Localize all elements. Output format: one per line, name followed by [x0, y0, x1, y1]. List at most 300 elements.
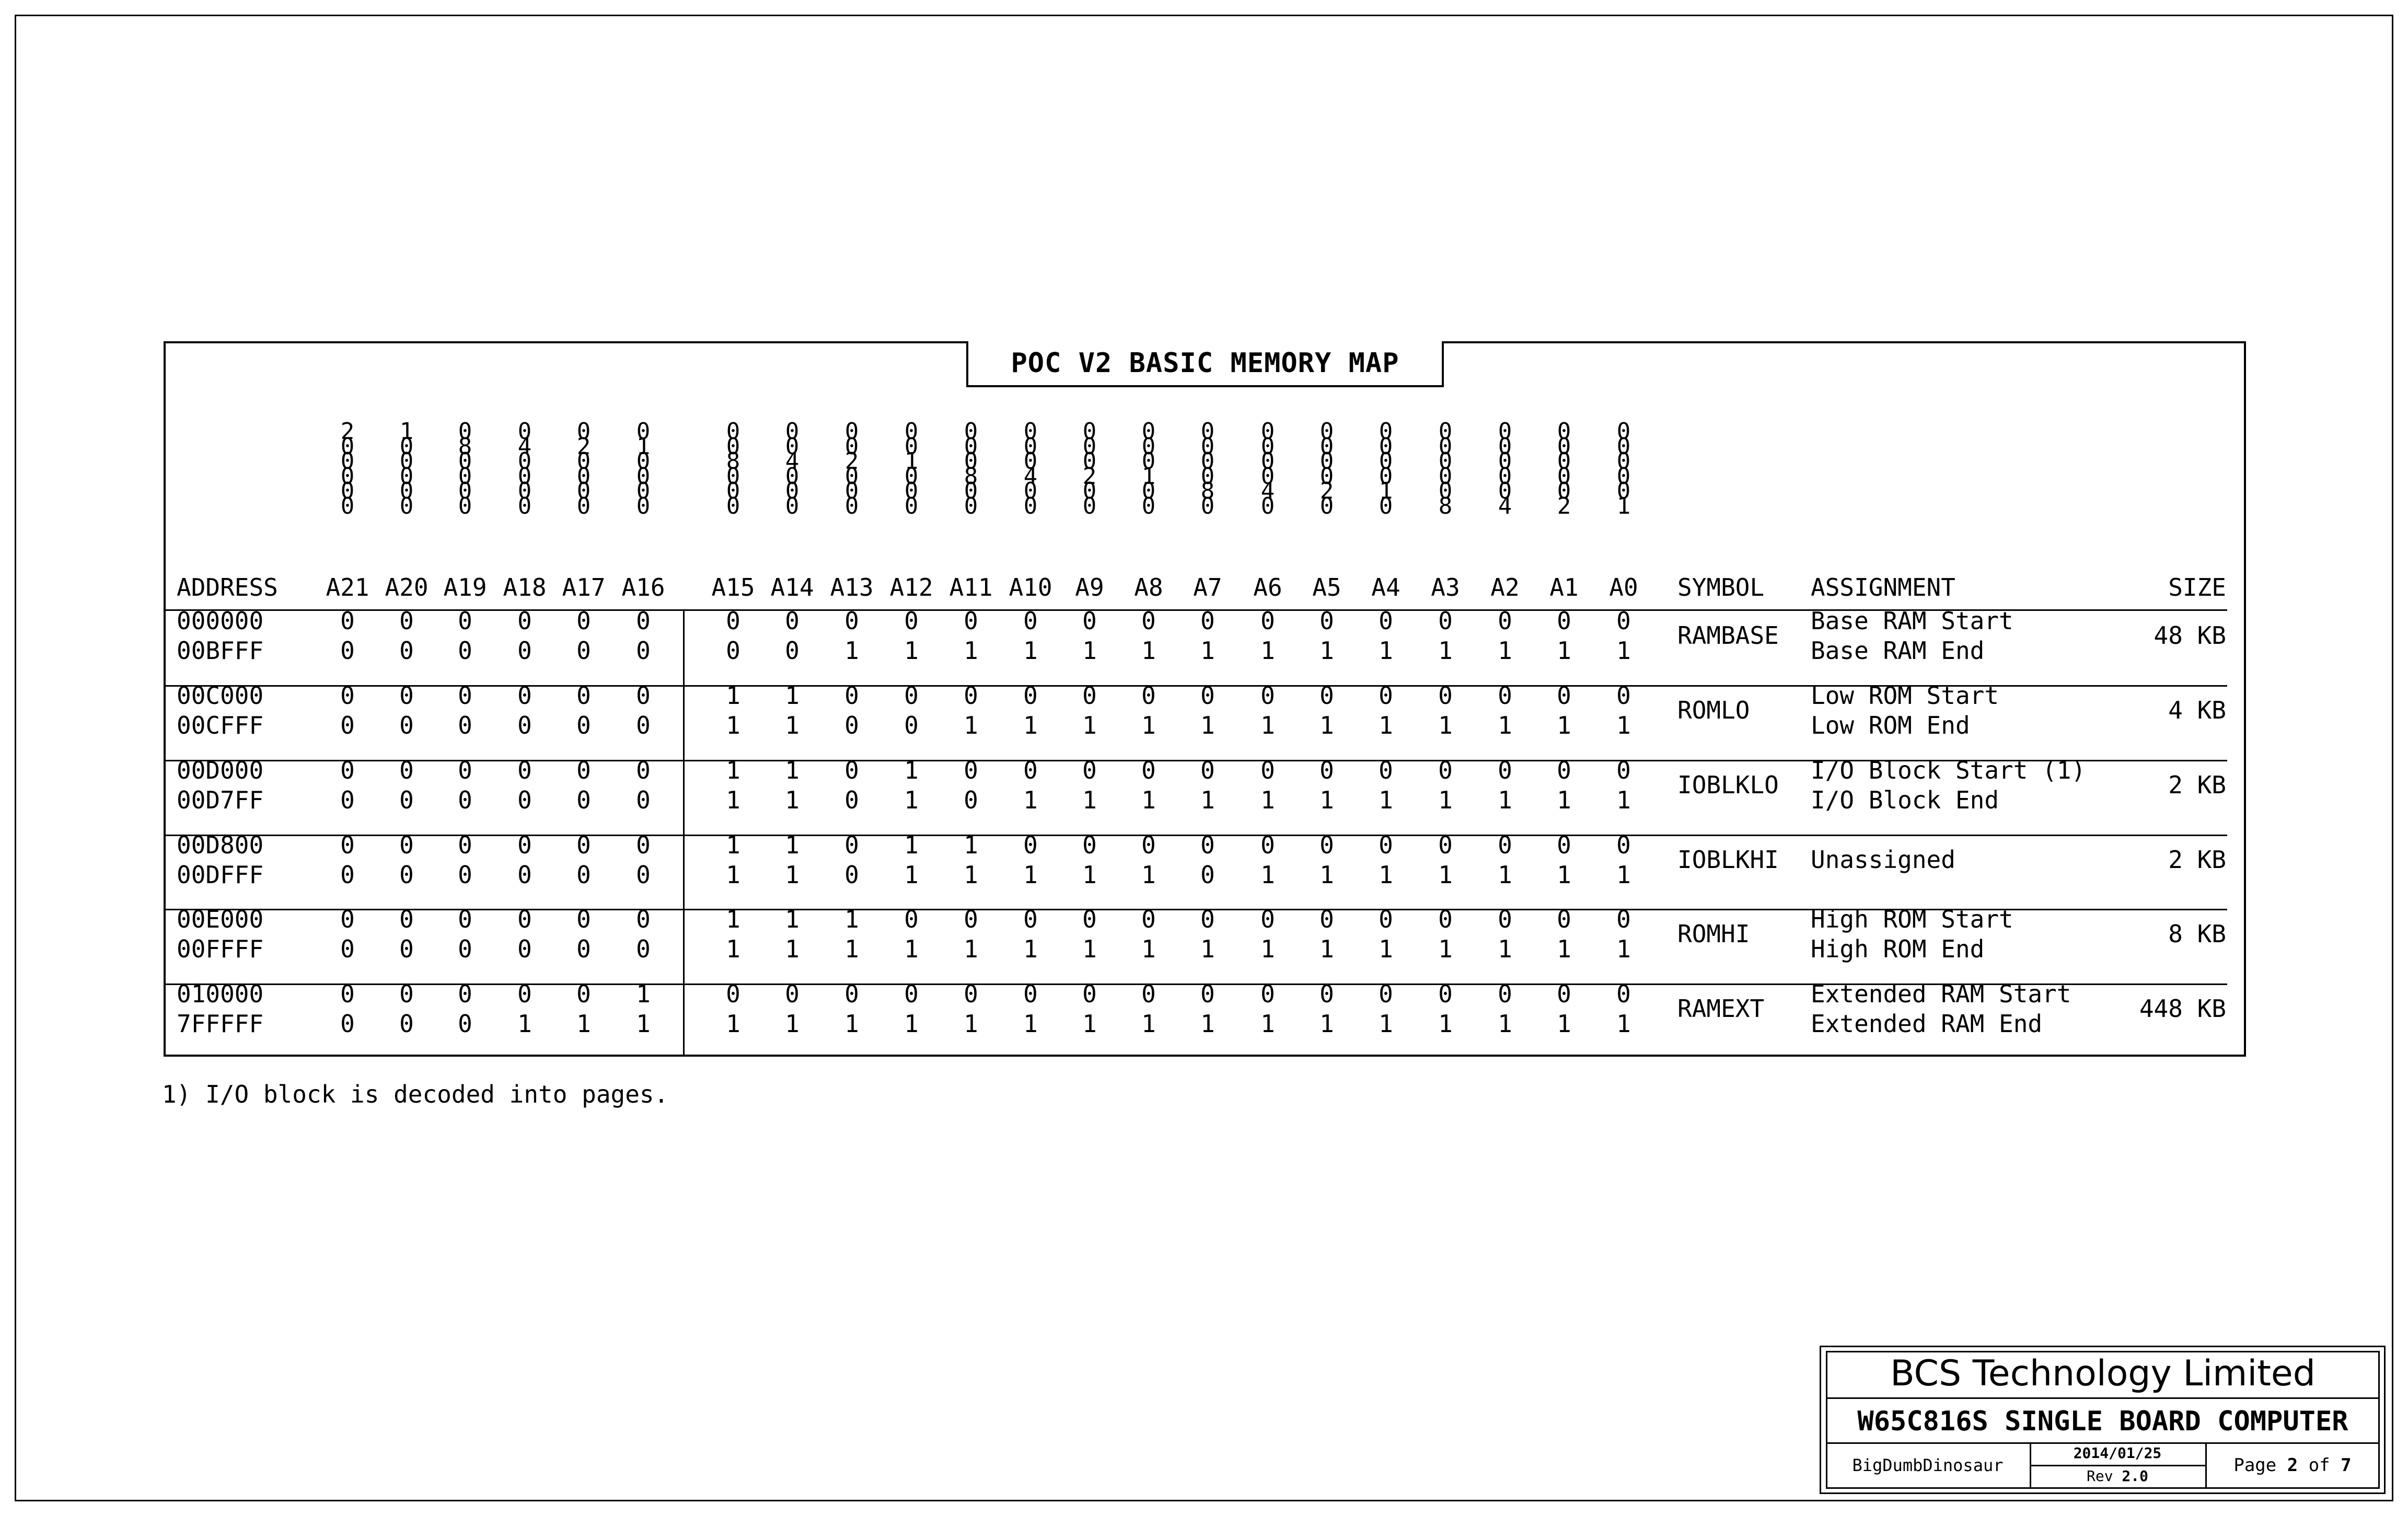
start-address: 010000 — [177, 980, 264, 1008]
bit-value: 0 — [458, 711, 472, 739]
assignment-start: I/O Block Start (1) — [1811, 756, 2086, 784]
bit-value: 0 — [1438, 905, 1453, 933]
bit-value: 0 — [1616, 831, 1631, 859]
start-address: 00D000 — [177, 756, 264, 784]
bit-value: 1 — [1260, 637, 1275, 665]
bit-value: 0 — [726, 607, 740, 635]
block-size: 448 KB — [2139, 994, 2226, 1023]
bit-value: 1 — [1498, 711, 1512, 739]
bit-value: 0 — [458, 861, 472, 889]
bit-weight: 0 1 0 0 0 0 — [636, 418, 651, 519]
bit-value: 0 — [636, 681, 651, 710]
bit-value: 0 — [1438, 756, 1453, 784]
end-address: 00D7FF — [177, 786, 264, 814]
bit-value: 0 — [1319, 905, 1334, 933]
bit-weight: 0 2 0 0 0 0 — [576, 418, 591, 519]
bit-value: 1 — [844, 637, 859, 665]
bit-header: A21 — [326, 573, 369, 601]
bit-value: 0 — [340, 756, 355, 784]
bit-value: 0 — [844, 831, 859, 859]
bit-value: 1 — [904, 831, 919, 859]
bit-value: 1 — [904, 1010, 919, 1038]
bit-value: 0 — [340, 935, 355, 963]
bit-weight: 0 0 0 0 0 2 — [1557, 418, 1571, 519]
bit-value: 1 — [964, 935, 978, 963]
block-size: 2 KB — [2168, 771, 2226, 799]
bit-value: 0 — [1023, 756, 1038, 784]
bit-weight: 0 0 0 0 2 0 — [1319, 418, 1334, 519]
bit-weight: 0 0 0 0 0 8 — [1438, 418, 1453, 519]
bit-value: 0 — [1379, 980, 1393, 1008]
bit-weight: 0 0 0 4 0 0 — [1023, 418, 1038, 519]
bit-value: 0 — [517, 786, 532, 814]
block-size: 48 KB — [2154, 621, 2226, 650]
bit-value: 0 — [399, 905, 414, 933]
bit-value: 0 — [517, 861, 532, 889]
bit-value: 0 — [1498, 831, 1512, 859]
bit-value: 0 — [1498, 756, 1512, 784]
bit-value: 0 — [636, 831, 651, 859]
bit-value: 0 — [1082, 756, 1097, 784]
bit-value: 0 — [1319, 980, 1334, 1008]
bit-value: 0 — [399, 980, 414, 1008]
bit-value: 1 — [964, 637, 978, 665]
bit-value: 0 — [1616, 905, 1631, 933]
bit-value: 0 — [1438, 607, 1453, 635]
bit-value: 1 — [726, 711, 740, 739]
bit-value: 0 — [517, 980, 532, 1008]
bit-value: 0 — [1023, 831, 1038, 859]
bit-value: 0 — [1557, 681, 1571, 710]
bit-weight: 0 0 0 0 1 0 — [1379, 418, 1393, 519]
bit-value: 1 — [844, 905, 859, 933]
bit-value: 1 — [785, 681, 800, 710]
assignment-end: High ROM End — [1811, 935, 1985, 963]
bit-value: 0 — [517, 831, 532, 859]
bit-value: 0 — [576, 905, 591, 933]
bit-value: 1 — [1557, 935, 1571, 963]
bit-value: 0 — [904, 681, 919, 710]
bit-value: 0 — [1557, 756, 1571, 784]
symbol: ROMLO — [1677, 696, 1750, 724]
bit-value: 1 — [1200, 935, 1215, 963]
bit-value: 0 — [1319, 607, 1334, 635]
bit-value: 0 — [1498, 681, 1512, 710]
bit-value: 0 — [1023, 980, 1038, 1008]
bit-value: 1 — [904, 786, 919, 814]
bit-value: 0 — [904, 980, 919, 1008]
bit-value: 0 — [1141, 831, 1156, 859]
bit-value: 1 — [1260, 786, 1275, 814]
bit-value: 1 — [576, 1010, 591, 1038]
end-address: 7FFFFF — [177, 1010, 264, 1038]
bit-value: 1 — [1498, 935, 1512, 963]
bit-value: 0 — [1498, 980, 1512, 1008]
assignment-end: Extended RAM End — [1811, 1010, 2043, 1038]
bit-weight: 0 0 4 0 0 0 — [785, 418, 800, 519]
bit-header: A4 — [1371, 573, 1400, 601]
bit-weight: 0 0 2 0 0 0 — [844, 418, 859, 519]
bit-value: 1 — [726, 756, 740, 784]
bit-value: 0 — [340, 711, 355, 739]
symbol: ROMHI — [1677, 920, 1750, 948]
bit-value: 0 — [399, 637, 414, 665]
bit-value: 0 — [1141, 607, 1156, 635]
assignment-header: ASSIGNMENT — [1811, 573, 1955, 601]
bit-header: A11 — [949, 573, 993, 601]
bit-value: 0 — [904, 711, 919, 739]
bit-value: 0 — [1141, 905, 1156, 933]
bit-value: 0 — [636, 711, 651, 739]
bit-value: 1 — [1082, 935, 1097, 963]
bit-value: 0 — [340, 637, 355, 665]
bit-value: 1 — [1023, 861, 1038, 889]
bit-value: 1 — [1200, 711, 1215, 739]
bit-value: 0 — [1557, 831, 1571, 859]
bit-value: 0 — [399, 681, 414, 710]
bit-value: 0 — [726, 980, 740, 1008]
size-header: SIZE — [2168, 573, 2226, 601]
end-address: 00BFFF — [177, 637, 264, 665]
bit-value: 1 — [1379, 1010, 1393, 1038]
bit-value: 1 — [1082, 711, 1097, 739]
bit-value: 0 — [1616, 756, 1631, 784]
bit-value: 1 — [1319, 1010, 1334, 1038]
bit-value: 1 — [636, 1010, 651, 1038]
bit-header: A19 — [443, 573, 487, 601]
bit-value: 1 — [1438, 935, 1453, 963]
bit-header: A13 — [830, 573, 874, 601]
bit-value: 0 — [785, 980, 800, 1008]
drawing-date: 2014/01/25 — [2073, 1444, 2162, 1462]
bit-value: 0 — [1379, 681, 1393, 710]
bit-value: 0 — [458, 756, 472, 784]
start-address: 000000 — [177, 607, 264, 635]
bit-value: 1 — [1438, 1010, 1453, 1038]
bit-value: 0 — [399, 1010, 414, 1038]
bit-value: 0 — [458, 681, 472, 710]
bit-header: A5 — [1312, 573, 1341, 601]
map-title: POC V2 BASIC MEMORY MAP — [966, 341, 1444, 387]
bit-weight: 0 0 0 0 0 1 — [1616, 418, 1631, 519]
bit-value: 0 — [636, 905, 651, 933]
bit-value: 0 — [1557, 980, 1571, 1008]
bit-value: 0 — [1557, 607, 1571, 635]
bit-value: 0 — [1616, 980, 1631, 1008]
bit-value: 0 — [1319, 756, 1334, 784]
bit-value: 1 — [726, 905, 740, 933]
bit-value: 1 — [1260, 711, 1275, 739]
bit-value: 1 — [1498, 1010, 1512, 1038]
bit-value: 1 — [785, 756, 800, 784]
bit-value: 1 — [904, 861, 919, 889]
bit-value: 0 — [1616, 681, 1631, 710]
bit-value: 0 — [1200, 861, 1215, 889]
bit-value: 0 — [1319, 681, 1334, 710]
bit-value: 0 — [964, 905, 978, 933]
bit-value: 0 — [576, 607, 591, 635]
bit-value: 0 — [1379, 905, 1393, 933]
bit-value: 1 — [636, 980, 651, 1008]
bit-value: 0 — [636, 935, 651, 963]
bit-value: 0 — [399, 756, 414, 784]
bit-value: 0 — [340, 681, 355, 710]
bit-value: 1 — [1319, 637, 1334, 665]
bit-weight: 0 0 0 0 0 4 — [1498, 418, 1512, 519]
bit-value: 1 — [1141, 711, 1156, 739]
bit-value: 0 — [576, 786, 591, 814]
bit-value: 0 — [844, 711, 859, 739]
symbol: RAMBASE — [1677, 621, 1779, 650]
bit-value: 0 — [576, 861, 591, 889]
bit-value: 0 — [399, 861, 414, 889]
bit-value: 0 — [1023, 607, 1038, 635]
start-address: 00E000 — [177, 905, 264, 933]
bit-value: 0 — [576, 756, 591, 784]
bit-value: 1 — [1023, 637, 1038, 665]
bit-value: 1 — [726, 786, 740, 814]
author: BigDumbDinosaur — [1852, 1455, 2004, 1475]
company-name: BCS Technology Limited — [1890, 1353, 2316, 1394]
bit-value: 1 — [1260, 935, 1275, 963]
assignment-end: I/O Block End — [1811, 786, 1999, 814]
bit-value: 1 — [1141, 637, 1156, 665]
block-size: 2 KB — [2168, 846, 2226, 874]
bit-header: A0 — [1609, 573, 1638, 601]
bit-value: 0 — [517, 756, 532, 784]
bit-value: 1 — [1319, 786, 1334, 814]
bit-value: 0 — [399, 711, 414, 739]
bit-value: 0 — [576, 831, 591, 859]
bit-value: 1 — [1319, 935, 1334, 963]
bit-value: 1 — [1141, 1010, 1156, 1038]
bit-value: 0 — [458, 831, 472, 859]
bit-header: A9 — [1075, 573, 1104, 601]
assignment-end: Base RAM End — [1811, 637, 1985, 665]
bit-value: 0 — [844, 786, 859, 814]
bit-value: 0 — [340, 905, 355, 933]
bit-weight: 2 0 0 0 0 0 — [340, 418, 355, 519]
bit-header: A7 — [1193, 573, 1222, 601]
bit-value: 0 — [1319, 831, 1334, 859]
bit-header: A16 — [621, 573, 665, 601]
bit-value: 0 — [1023, 681, 1038, 710]
bit-value: 1 — [1141, 786, 1156, 814]
bit-value: 0 — [399, 786, 414, 814]
bit-weight: 1 0 0 0 0 0 — [399, 418, 414, 519]
bit-value: 0 — [1260, 905, 1275, 933]
bit-value: 1 — [1616, 861, 1631, 889]
bit-value: 1 — [1200, 637, 1215, 665]
bit-value: 0 — [1616, 607, 1631, 635]
bit-value: 1 — [1379, 711, 1393, 739]
bit-value: 1 — [1379, 637, 1393, 665]
bit-value: 0 — [1023, 905, 1038, 933]
bit-weight: 0 0 0 8 0 0 — [964, 418, 978, 519]
bit-value: 0 — [458, 905, 472, 933]
end-address: 00DFFF — [177, 861, 264, 889]
bit-value: 1 — [726, 861, 740, 889]
bit-value: 0 — [964, 786, 978, 814]
footnote: 1) I/O block is decoded into pages. — [162, 1080, 669, 1108]
bit-value: 0 — [517, 905, 532, 933]
revision: Rev 2.0 — [2086, 1467, 2148, 1485]
bit-value: 0 — [904, 607, 919, 635]
bit-value: 1 — [517, 1010, 532, 1038]
bit-value: 1 — [964, 1010, 978, 1038]
bit-value: 1 — [1023, 1010, 1038, 1038]
assignment-end: Low ROM End — [1811, 711, 1970, 739]
bit-value: 0 — [399, 935, 414, 963]
start-address: 00D800 — [177, 831, 264, 859]
bit-value: 0 — [964, 607, 978, 635]
bit-value: 0 — [1260, 980, 1275, 1008]
bit-value: 1 — [785, 861, 800, 889]
bit-value: 1 — [1023, 935, 1038, 963]
bit-value: 1 — [785, 935, 800, 963]
title-block-divider — [1826, 1442, 2380, 1444]
bit-value: 0 — [576, 637, 591, 665]
bit-value: 0 — [904, 905, 919, 933]
start-address: 00C000 — [177, 681, 264, 710]
bit-value: 0 — [1141, 756, 1156, 784]
bit-weight: 0 0 0 0 4 0 — [1260, 418, 1275, 519]
bit-value: 1 — [964, 861, 978, 889]
bit-value: 1 — [726, 1010, 740, 1038]
bit-value: 1 — [964, 711, 978, 739]
bit-value: 0 — [844, 861, 859, 889]
bit-value: 1 — [726, 935, 740, 963]
bit-header: A18 — [503, 573, 547, 601]
bit-value: 0 — [517, 637, 532, 665]
bit-value: 0 — [576, 681, 591, 710]
bit-value: 0 — [1260, 756, 1275, 784]
bit-weight: 0 0 0 0 8 0 — [1200, 418, 1215, 519]
bit-value: 1 — [844, 935, 859, 963]
title-block-divider — [2030, 1465, 2205, 1466]
bit-value: 1 — [1082, 637, 1097, 665]
bit-value: 0 — [1260, 607, 1275, 635]
bit-header: A20 — [385, 573, 429, 601]
bit-value: 0 — [1200, 831, 1215, 859]
bit-header: A14 — [770, 573, 814, 601]
bit-weight: 0 0 0 1 0 0 — [1141, 418, 1156, 519]
symbol: IOBLKHI — [1677, 846, 1779, 874]
bit-value: 1 — [1082, 861, 1097, 889]
bit-value: 0 — [726, 637, 740, 665]
bit-value: 1 — [1557, 786, 1571, 814]
bit-header: A17 — [562, 573, 606, 601]
bit-value: 1 — [904, 637, 919, 665]
bit-value: 1 — [1082, 1010, 1097, 1038]
bit-value: 0 — [340, 786, 355, 814]
bit-value: 0 — [785, 607, 800, 635]
bit-header: A15 — [711, 573, 755, 601]
bit-value: 0 — [1498, 607, 1512, 635]
block-size: 4 KB — [2168, 696, 2226, 724]
bank-divider — [683, 609, 685, 1057]
bit-value: 1 — [1379, 786, 1393, 814]
bit-value: 0 — [636, 637, 651, 665]
assignment: Unassigned — [1811, 846, 1955, 874]
bit-value: 1 — [1319, 711, 1334, 739]
bit-value: 0 — [399, 607, 414, 635]
bit-value: 0 — [458, 786, 472, 814]
bit-value: 0 — [1141, 980, 1156, 1008]
bit-value: 0 — [517, 681, 532, 710]
bit-value: 0 — [844, 756, 859, 784]
bit-value: 0 — [636, 786, 651, 814]
bit-value: 0 — [458, 1010, 472, 1038]
bit-value: 0 — [1260, 681, 1275, 710]
bit-value: 0 — [458, 637, 472, 665]
bit-value: 1 — [1557, 637, 1571, 665]
bit-value: 0 — [576, 935, 591, 963]
bit-value: 1 — [1200, 786, 1215, 814]
bit-value: 1 — [785, 711, 800, 739]
bit-value: 0 — [1260, 831, 1275, 859]
bit-header: A2 — [1490, 573, 1520, 601]
bit-value: 1 — [1616, 786, 1631, 814]
bit-value: 0 — [517, 607, 532, 635]
bit-value: 0 — [1498, 905, 1512, 933]
bit-value: 1 — [1319, 861, 1334, 889]
bit-value: 1 — [1200, 1010, 1215, 1038]
bit-value: 0 — [1200, 905, 1215, 933]
assignment-start: Base RAM Start — [1811, 607, 2013, 635]
bit-value: 0 — [1379, 756, 1393, 784]
bit-value: 0 — [844, 980, 859, 1008]
bit-value: 1 — [1557, 711, 1571, 739]
end-address: 00CFFF — [177, 711, 264, 739]
bit-value: 1 — [1616, 711, 1631, 739]
bit-value: 1 — [1260, 861, 1275, 889]
bit-value: 1 — [1616, 1010, 1631, 1038]
symbol: RAMEXT — [1677, 994, 1765, 1023]
bit-value: 0 — [340, 607, 355, 635]
product-name: W65C816S SINGLE BOARD COMPUTER — [1857, 1406, 2348, 1437]
bit-value: 0 — [340, 980, 355, 1008]
bit-value: 0 — [785, 637, 800, 665]
symbol-header: SYMBOL — [1677, 573, 1765, 601]
bit-value: 0 — [1141, 681, 1156, 710]
bit-value: 0 — [636, 756, 651, 784]
bit-value: 0 — [1082, 681, 1097, 710]
bit-value: 1 — [785, 1010, 800, 1038]
bit-value: 0 — [517, 711, 532, 739]
bit-value: 0 — [576, 980, 591, 1008]
bit-value: 1 — [785, 905, 800, 933]
bit-value: 0 — [1082, 607, 1097, 635]
bit-header: A10 — [1009, 573, 1052, 601]
bit-value: 1 — [1498, 786, 1512, 814]
bit-value: 1 — [726, 681, 740, 710]
bit-value: 0 — [844, 681, 859, 710]
symbol: IOBLKLO — [1677, 771, 1779, 799]
bit-value: 1 — [1141, 935, 1156, 963]
bit-value: 0 — [1200, 756, 1215, 784]
bit-value: 1 — [1023, 786, 1038, 814]
bit-value: 0 — [1438, 681, 1453, 710]
title-block-divider — [1826, 1397, 2380, 1399]
bit-value: 0 — [636, 861, 651, 889]
bit-value: 0 — [844, 607, 859, 635]
bit-value: 0 — [458, 935, 472, 963]
bit-value: 1 — [1260, 1010, 1275, 1038]
address-header: ADDRESS — [177, 573, 278, 601]
bit-value: 1 — [1616, 637, 1631, 665]
bit-value: 1 — [1438, 637, 1453, 665]
